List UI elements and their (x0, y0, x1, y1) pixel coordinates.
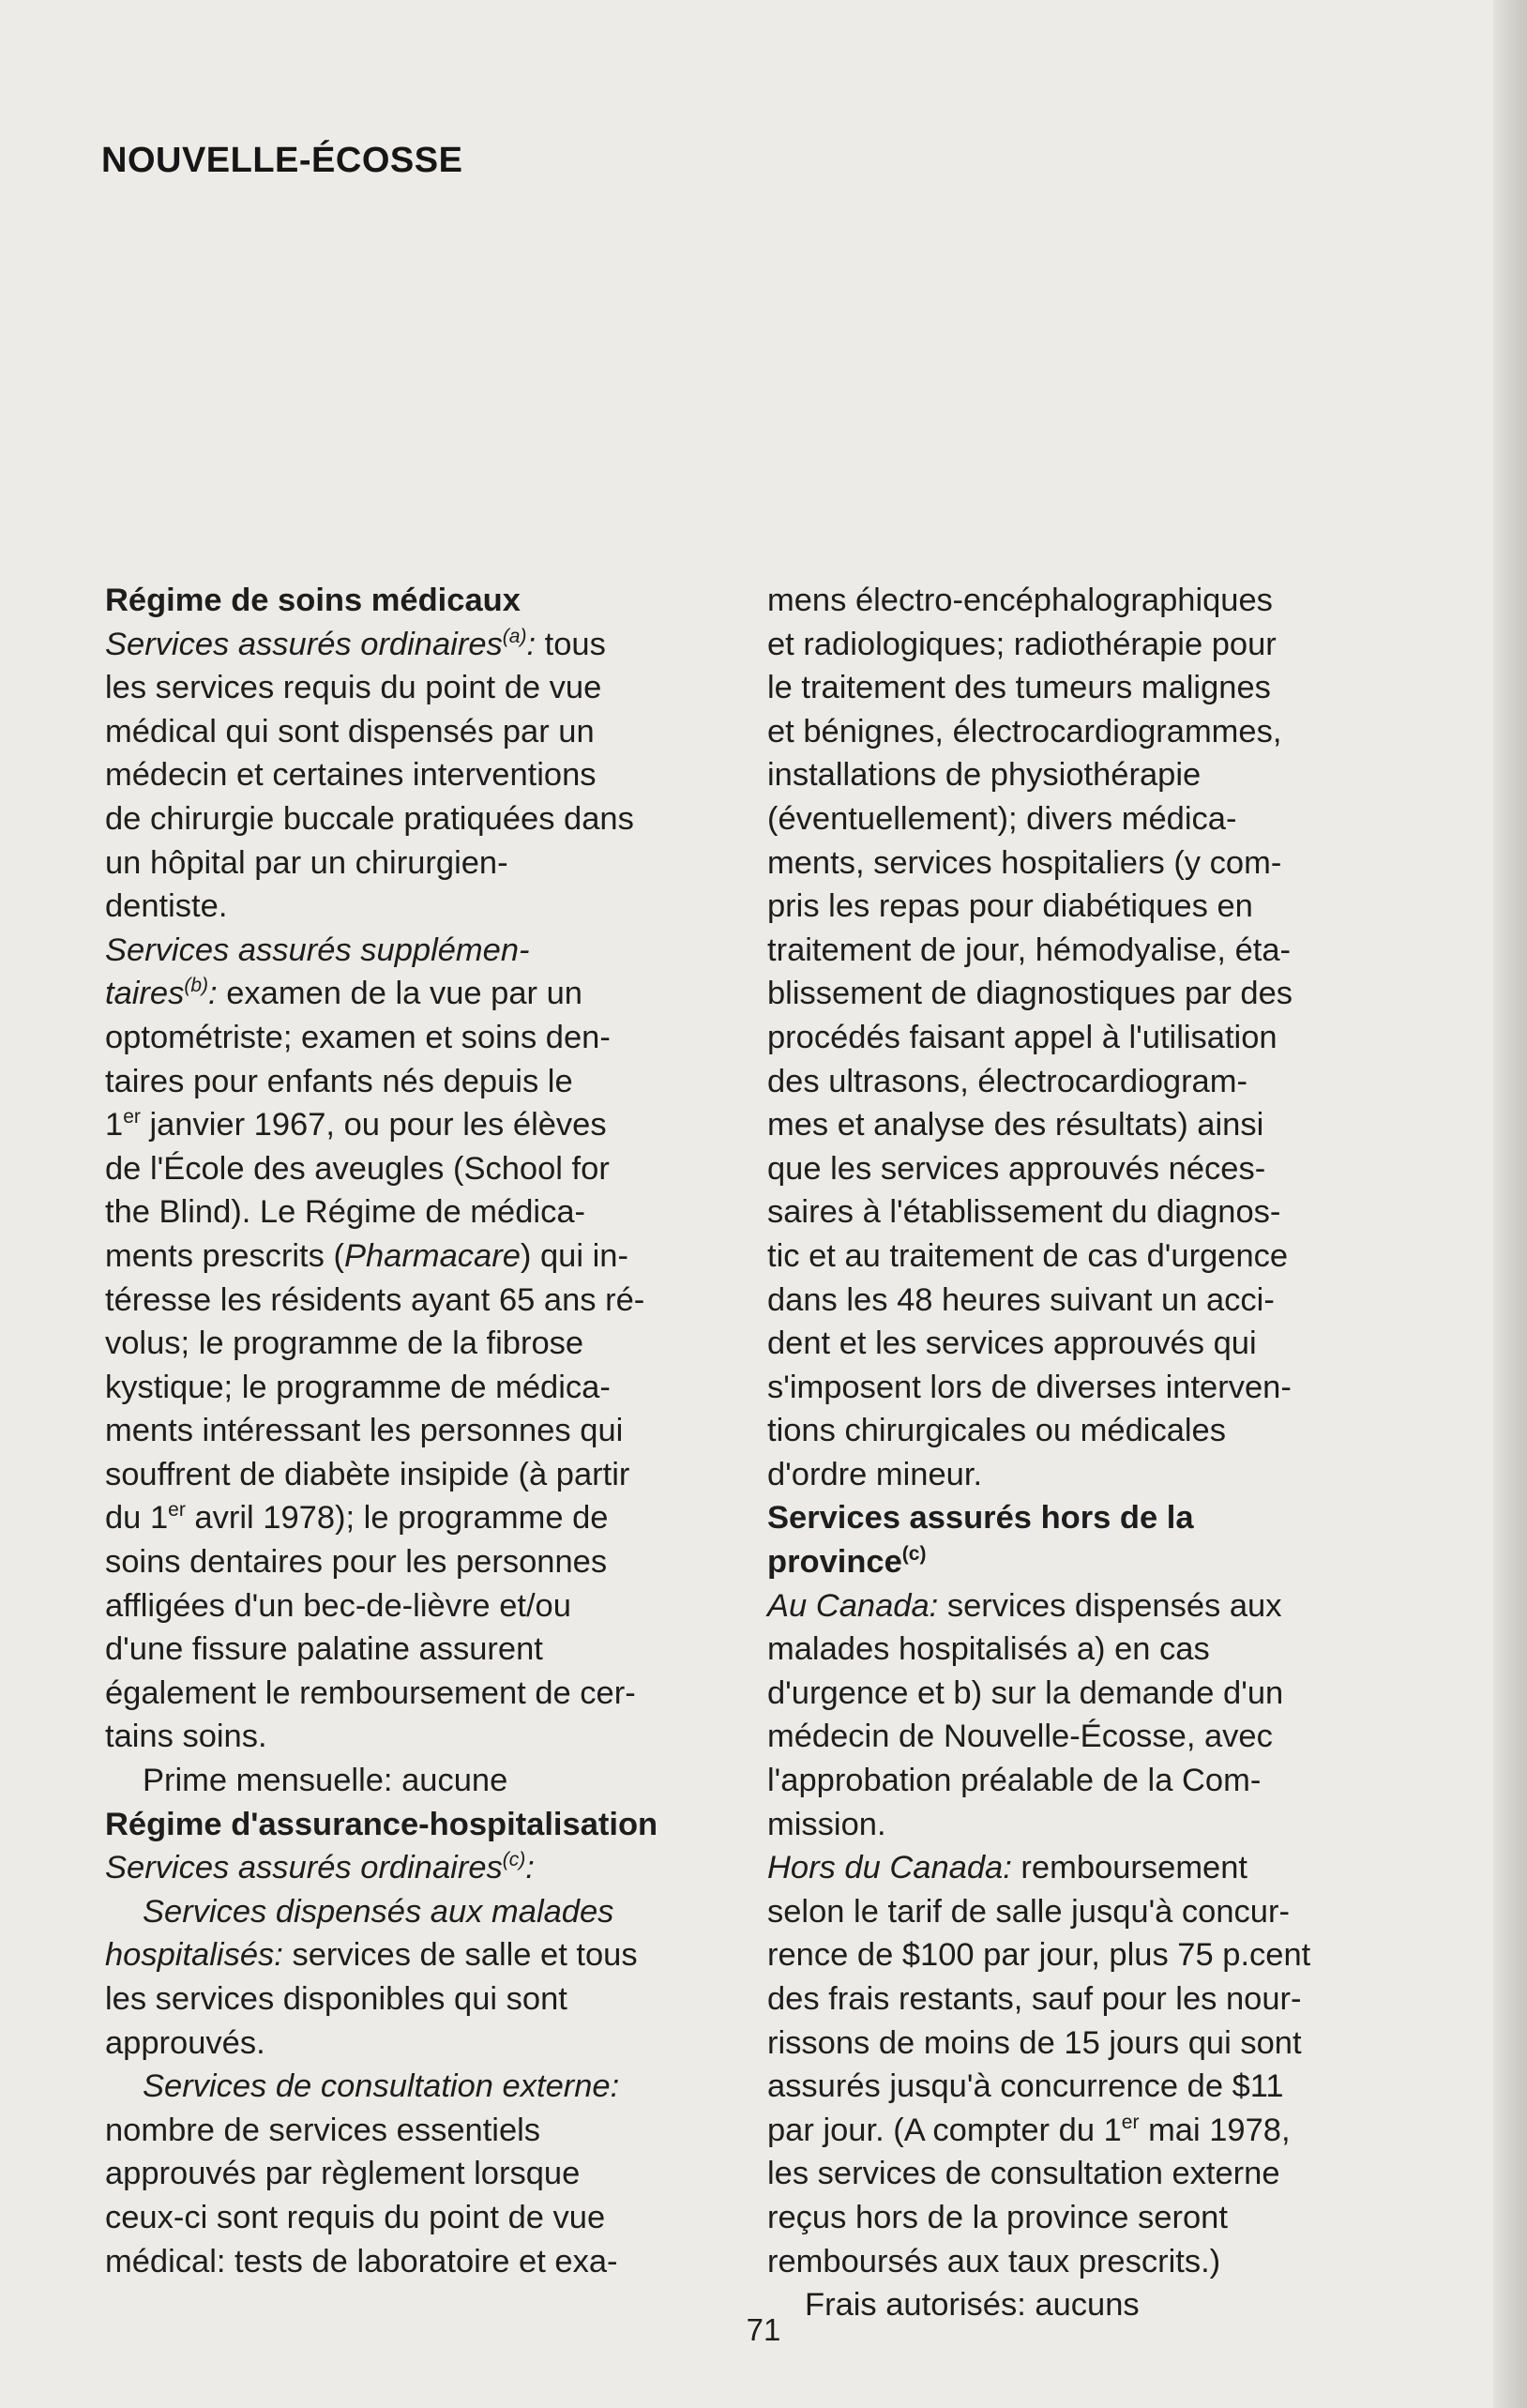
text-line (105, 2240, 752, 2284)
text-run: soins dentaires pour les personnes (105, 1544, 608, 1581)
left-column (105, 579, 752, 2283)
text-run: rissons de moins de 15 jours qui sont (767, 2024, 1302, 2061)
text-line (105, 1322, 752, 1366)
text-line (767, 1453, 1414, 1497)
text-run: pris les repas pour diabétiques en (767, 888, 1253, 925)
text-run: installations de physiothérapie (767, 757, 1202, 794)
text-run: ments intéressant les personnes qui (105, 1413, 624, 1449)
text-run: tic et au traitement de cas d'urgence (767, 1237, 1289, 1274)
text-run: d'une fissure palatine assurent (105, 1631, 543, 1668)
text-run: taires pour enfants nés depuis le (105, 1063, 573, 1099)
text-line (767, 666, 1414, 710)
text-run: de chirurgie buccale pratiquées dans (105, 800, 634, 837)
text-run: dans les 48 heures suivant un acci- (767, 1281, 1275, 1318)
footnote-marker: er (123, 1106, 141, 1128)
text-line (767, 710, 1414, 754)
text-run: ments, services hospitaliers (y com- (767, 844, 1282, 881)
text-run: tions chirurgicales ou médicales (767, 1413, 1226, 1449)
text-run: (éventuellement); divers médica- (767, 800, 1237, 837)
text-line (105, 1584, 752, 1628)
text-line (767, 1759, 1414, 1803)
text-run: dent et les services approuvés qui (767, 1325, 1257, 1362)
text-run: Services assurés supplémen- (105, 931, 530, 968)
text-run: : (208, 976, 218, 1012)
text-run: services dispensés aux (938, 1587, 1282, 1624)
text-run: par jour. (A compter du 1 (767, 2112, 1122, 2148)
text-line (767, 1803, 1414, 1847)
text-line (767, 1322, 1414, 1366)
text-run: et radiologiques; radiothérapie pour (767, 626, 1277, 662)
text-line (105, 2152, 752, 2196)
text-run: Régime de soins médicaux (105, 583, 521, 618)
text-run: remboursés aux taux prescrits.) (767, 2243, 1221, 2279)
text-run: selon le tarif de salle jusqu'à concur- (767, 1893, 1290, 1930)
text-line (105, 1759, 752, 1803)
text-line (767, 2022, 1414, 2066)
text-run: Au Canada: (767, 1587, 939, 1624)
text-run: Frais autorisés: aucuns (805, 2287, 1140, 2324)
text-line (105, 666, 752, 710)
text-line (105, 1234, 752, 1279)
text-run: l'approbation préalable de la Com- (767, 1763, 1262, 1799)
text-line (767, 1672, 1414, 1716)
text-line (105, 1628, 752, 1672)
text-run: et bénignes, électrocardiogrammes, (767, 713, 1282, 750)
text-run: également le remboursement de cer- (105, 1674, 636, 1711)
text-line (105, 2022, 752, 2066)
text-run: médecin de Nouvelle-Écosse, avec (767, 1719, 1273, 1755)
text-line (767, 623, 1414, 667)
text-run: remboursement (1011, 1850, 1248, 1886)
text-line (767, 1846, 1414, 1890)
text-line (767, 1366, 1414, 1410)
text-run: : (525, 1850, 535, 1886)
text-run: volus; le programme de la fibrose (105, 1325, 584, 1362)
text-line (767, 885, 1414, 929)
text-run: reçus hors de la province seront (767, 2199, 1228, 2235)
text-run: souffrent de diabète insipide (à partir (105, 1456, 630, 1492)
text-run: médical qui sont dispensés par un (105, 713, 595, 750)
page-edge-shadow (1493, 0, 1527, 2408)
text-line (105, 797, 752, 841)
text-run: kystique; le programme de médica- (105, 1369, 611, 1405)
text-line (767, 2240, 1414, 2284)
text-run: services de salle et tous (282, 1937, 638, 1974)
text-run: un hôpital par un chirurgien- (105, 844, 508, 881)
text-line (105, 710, 752, 754)
text-line (767, 2109, 1414, 2153)
text-line (105, 1103, 752, 1147)
text-line (105, 579, 752, 623)
text-line (767, 929, 1414, 973)
text-line (105, 753, 752, 797)
text-line (105, 623, 752, 667)
text-line (105, 1279, 752, 1323)
text-line (767, 2065, 1414, 2109)
text-run: les services disponibles qui sont (105, 1981, 567, 2017)
text-line (767, 753, 1414, 797)
text-line (767, 2152, 1414, 2196)
text-line (105, 1715, 752, 1759)
text-run: janvier 1967, ou pour les élèves (140, 1107, 607, 1143)
text-line (105, 1060, 752, 1104)
text-line (767, 2196, 1414, 2240)
text-line (105, 1016, 752, 1060)
text-run: hospitalisés: (105, 1937, 283, 1974)
text-line (767, 1147, 1414, 1191)
text-run: des frais restants, sauf pour les nour- (767, 1981, 1302, 2017)
text-run: examen de la vue par un (217, 976, 582, 1012)
text-run: les services requis du point de vue (105, 670, 602, 706)
text-line (767, 972, 1414, 1016)
text-run: mes et analyse des résultats) ainsi (767, 1107, 1264, 1143)
text-line (767, 1234, 1414, 1279)
text-line (767, 841, 1414, 886)
text-run: d'ordre mineur. (767, 1456, 983, 1492)
text-run: the Blind). Le Régime de médica- (105, 1194, 586, 1231)
footnote-marker: (c) (901, 1543, 927, 1566)
text-run: rence de $100 par jour, plus 75 p.cent (767, 1937, 1311, 1974)
text-run: Services dispensés aux malades (143, 1893, 614, 1930)
text-line (767, 1715, 1414, 1759)
text-run: blissement de diagnostiques par des (767, 976, 1293, 1012)
text-run: nombre de services essentiels (105, 2112, 541, 2148)
text-run: Pharmacare (343, 1237, 521, 1274)
text-run: dentiste. (105, 888, 228, 925)
footnote-marker: (a) (502, 625, 527, 647)
text-run: mai 1978, (1139, 2112, 1291, 2148)
text-line (105, 972, 752, 1016)
text-line (767, 1628, 1414, 1672)
text-line (767, 1496, 1414, 1540)
text-run: d'urgence et b) sur la demande d'un (767, 1674, 1284, 1711)
text-run: mission. (767, 1806, 886, 1842)
text-run: malades hospitalisés a) en cas (767, 1631, 1210, 1668)
text-run: Hors du Canada: (767, 1850, 1012, 1886)
text-run: tous (536, 626, 606, 662)
text-line (767, 1016, 1414, 1060)
text-run: ) qui in- (520, 1237, 628, 1274)
text-line (767, 1409, 1414, 1453)
text-run: que les services approuvés néces- (767, 1150, 1266, 1187)
text-run: approuvés. (105, 2024, 265, 2061)
text-run: de l'École des aveugles (School for (105, 1150, 610, 1187)
text-line (767, 1890, 1414, 1934)
text-line (105, 2196, 752, 2240)
footnote-marker: er (1121, 2111, 1140, 2133)
text-run: médecin et certaines interventions (105, 757, 597, 794)
text-line (105, 1846, 752, 1890)
page-number: 71 (746, 2312, 781, 2347)
text-line (105, 1672, 752, 1716)
text-line (105, 885, 752, 929)
text-run: Prime mensuelle: aucune (143, 1763, 508, 1799)
text-run: approuvés par règlement lorsque (105, 2156, 581, 2192)
text-line (767, 1279, 1414, 1323)
text-line (105, 2065, 752, 2109)
text-run: ceux-ci sont requis du point de vue (105, 2199, 606, 2235)
text-run: tains soins. (105, 1719, 267, 1755)
text-run: des ultrasons, électrocardiogram- (767, 1063, 1247, 1099)
text-run: Services assurés hors de la (767, 1500, 1194, 1537)
page-header-title: NOUVELLE-ÉCOSSE (101, 141, 463, 180)
text-run: ments prescrits ( (105, 1237, 344, 1274)
text-line (105, 1190, 752, 1234)
right-column (767, 579, 1414, 2327)
text-line (105, 2109, 752, 2153)
footnote-marker: (c) (502, 1849, 526, 1871)
text-run: les services de consultation externe (767, 2156, 1280, 2192)
text-line (105, 1540, 752, 1584)
text-run: : (526, 626, 537, 662)
text-run: médical: tests de laboratoire et exa- (105, 2243, 618, 2279)
text-line (105, 1496, 752, 1540)
text-line (767, 1060, 1414, 1104)
text-line (105, 1409, 752, 1453)
text-run: Régime d'assurance-hospitalisation (105, 1806, 658, 1842)
text-line (105, 1803, 752, 1847)
text-run: province (767, 1544, 902, 1581)
text-run: Services assurés ordinaires (105, 626, 503, 662)
text-run: Services de consultation externe: (143, 2068, 620, 2105)
text-run: saires à l'établissement du diagnos- (767, 1194, 1281, 1231)
text-line (105, 1366, 752, 1410)
text-line (105, 841, 752, 886)
text-run: mens électro-encéphalographiques (767, 583, 1273, 618)
text-run: taires (105, 976, 185, 1012)
text-run: affligées d'un bec-de-lièvre et/ou (105, 1587, 571, 1624)
text-run: du 1 (105, 1500, 169, 1537)
text-run: procédés faisant appel à l'utilisation (767, 1019, 1278, 1055)
text-line (105, 1933, 752, 1977)
text-line (105, 1890, 752, 1934)
text-line (767, 1933, 1414, 1977)
text-line (105, 1453, 752, 1497)
text-run: le traitement des tumeurs malignes (767, 670, 1271, 706)
text-run: 1 (105, 1107, 124, 1143)
text-line (767, 1103, 1414, 1147)
text-run: optométriste; examen et soins den- (105, 1019, 611, 1055)
text-line (767, 1584, 1414, 1628)
text-run: assurés jusqu'à concurrence de $11 (767, 2068, 1284, 2105)
text-line (767, 1190, 1414, 1234)
footnote-marker: (b) (184, 975, 209, 997)
text-line (105, 929, 752, 973)
text-run: traitement de jour, hémodyalise, éta- (767, 931, 1292, 968)
text-line (767, 1977, 1414, 2022)
footnote-marker: er (168, 1499, 186, 1522)
text-run: s'imposent lors de diverses interven- (767, 1369, 1292, 1405)
text-line (767, 797, 1414, 841)
text-line (105, 1977, 752, 2022)
text-run: Services assurés ordinaires (105, 1850, 503, 1886)
text-run: avril 1978); le programme de (185, 1500, 609, 1537)
text-line (105, 1147, 752, 1191)
text-run: téresse les résidents ayant 65 ans ré- (105, 1281, 645, 1318)
text-line (767, 1540, 1414, 1584)
text-line (767, 579, 1414, 623)
